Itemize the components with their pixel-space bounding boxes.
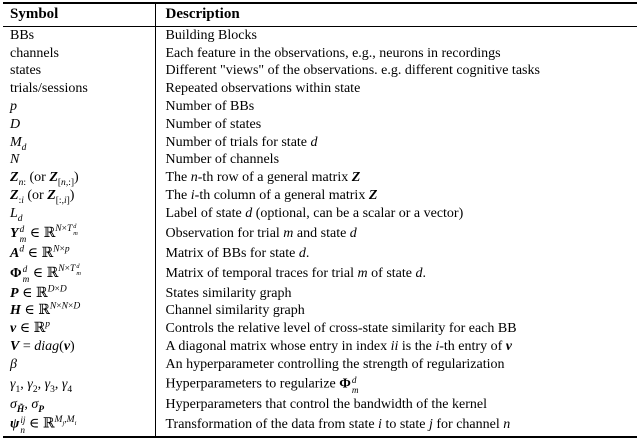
description-cell: Number of trials for state d (165, 134, 318, 150)
symbol-cell: V = diag(ν) (3, 338, 155, 356)
table-row (3, 374, 637, 396)
description-cell: Number of channels (165, 152, 280, 168)
table-head (3, 3, 637, 27)
symbol-cell: Φ d m ∈ ℝ$^{N\times T d m}$ (3, 263, 155, 285)
notation-table (3, 2, 637, 438)
symbol-cell: β (3, 356, 155, 374)
symbol-cell: $Z_{:i}$ (or $Z_{[:,i]}$) (3, 187, 155, 205)
table-row (3, 338, 637, 356)
description-cell: Building Blocks (165, 27, 257, 43)
description-cell: The i-th column of a general matrix Z (165, 188, 378, 203)
description-cell: A diagonal matrix whose entry in index ii is the i-th entry of ν (165, 339, 512, 355)
description-cell: Label of state d (optional, can be a scalar or a vector) (165, 205, 464, 221)
symbol-cell: states (3, 63, 155, 81)
description-cell: Different "views" of the observations. e.g. different cognitive tasks (165, 63, 540, 79)
symbol-cell: ν ∈ ℝ$^p$ (3, 321, 155, 339)
table-row (3, 134, 637, 152)
symbol-column-header: Symbol (3, 3, 155, 27)
description-cell: Number of BBs (165, 98, 255, 114)
symbol-cell: $\sigma_{H̃}$, $\sigma_P$ (3, 396, 155, 414)
description-cell: The n-th row of a general matrix Z (165, 170, 361, 186)
symbol-cell: ψ ij n ∈ ℝ$^{M_j,M_i}$ (3, 414, 155, 437)
symbol-cell: H ∈ ℝ$^{N\times N\times D}$ (3, 303, 155, 321)
description-cell: Hyperparameters to regularize Φ d m (165, 374, 359, 396)
symbol-cell: P ∈ ℝ$^{D\times D}$ (3, 285, 155, 303)
table-row (3, 187, 637, 205)
table-row (3, 285, 637, 303)
table-row (3, 245, 637, 263)
symbol-cell: N (3, 152, 155, 170)
symbol-cell: $\gamma_1$, $\gamma_2$, $\gamma_3$, $\gamma_4$ (3, 374, 155, 396)
symbol-cell: $Z_{n:}$ (or $Z_{[n,:]}$) (3, 170, 155, 188)
description-cell: Matrix of BBs for state d. (165, 245, 310, 261)
table-row (3, 63, 637, 81)
table-row (3, 303, 637, 321)
table-body (3, 27, 637, 438)
table-header-row (3, 3, 637, 27)
symbol-cell: Y d m ∈ ℝ$^{N\times T d m}$ (3, 223, 155, 245)
symbol-cell: $A^d$ ∈ ℝ$^{N\times p}$ (3, 245, 155, 263)
description-cell: States similarity graph (165, 285, 292, 301)
table-row (3, 116, 637, 134)
description-cell: Matrix of temporal traces for trial m of state d. (165, 265, 426, 281)
symbol-cell: trials/sessions (3, 80, 155, 98)
table-row (3, 396, 637, 414)
symbol-cell: p (3, 98, 155, 116)
description-cell: Channel similarity graph (165, 303, 305, 319)
table-row (3, 152, 637, 170)
table-row (3, 356, 637, 374)
table-row (3, 414, 637, 437)
table-row (3, 80, 637, 98)
description-cell: Controls the relative level of cross-state similarity for each BB (165, 321, 517, 337)
table-row (3, 170, 637, 188)
symbol-cell: $M_d$ (3, 134, 155, 152)
description-column-header: Description (155, 3, 637, 27)
description-cell: Each feature in the observations, e.g., neurons in recordings (165, 45, 501, 61)
table-row (3, 263, 637, 285)
table-row (3, 321, 637, 339)
description-cell: Hyperparameters that control the bandwidth of the kernel (165, 396, 487, 412)
table-row (3, 205, 637, 223)
table-row (3, 223, 637, 245)
symbol-cell: channels (3, 45, 155, 63)
description-cell: Number of states (165, 116, 262, 132)
description-cell: An hyperparameter controlling the strength of regularization (165, 356, 505, 372)
symbol-cell: BBs (3, 27, 155, 45)
description-cell: Repeated observations within state (165, 81, 361, 97)
description-cell: Observation for trial m and state d (165, 225, 357, 241)
table-row (3, 98, 637, 116)
table-row (3, 27, 637, 45)
table-row (3, 45, 637, 63)
symbol-cell: $L_d$ (3, 205, 155, 223)
symbol-cell: D (3, 116, 155, 134)
description-cell: Transformation of the data from state i to state j for channel n (165, 416, 511, 432)
